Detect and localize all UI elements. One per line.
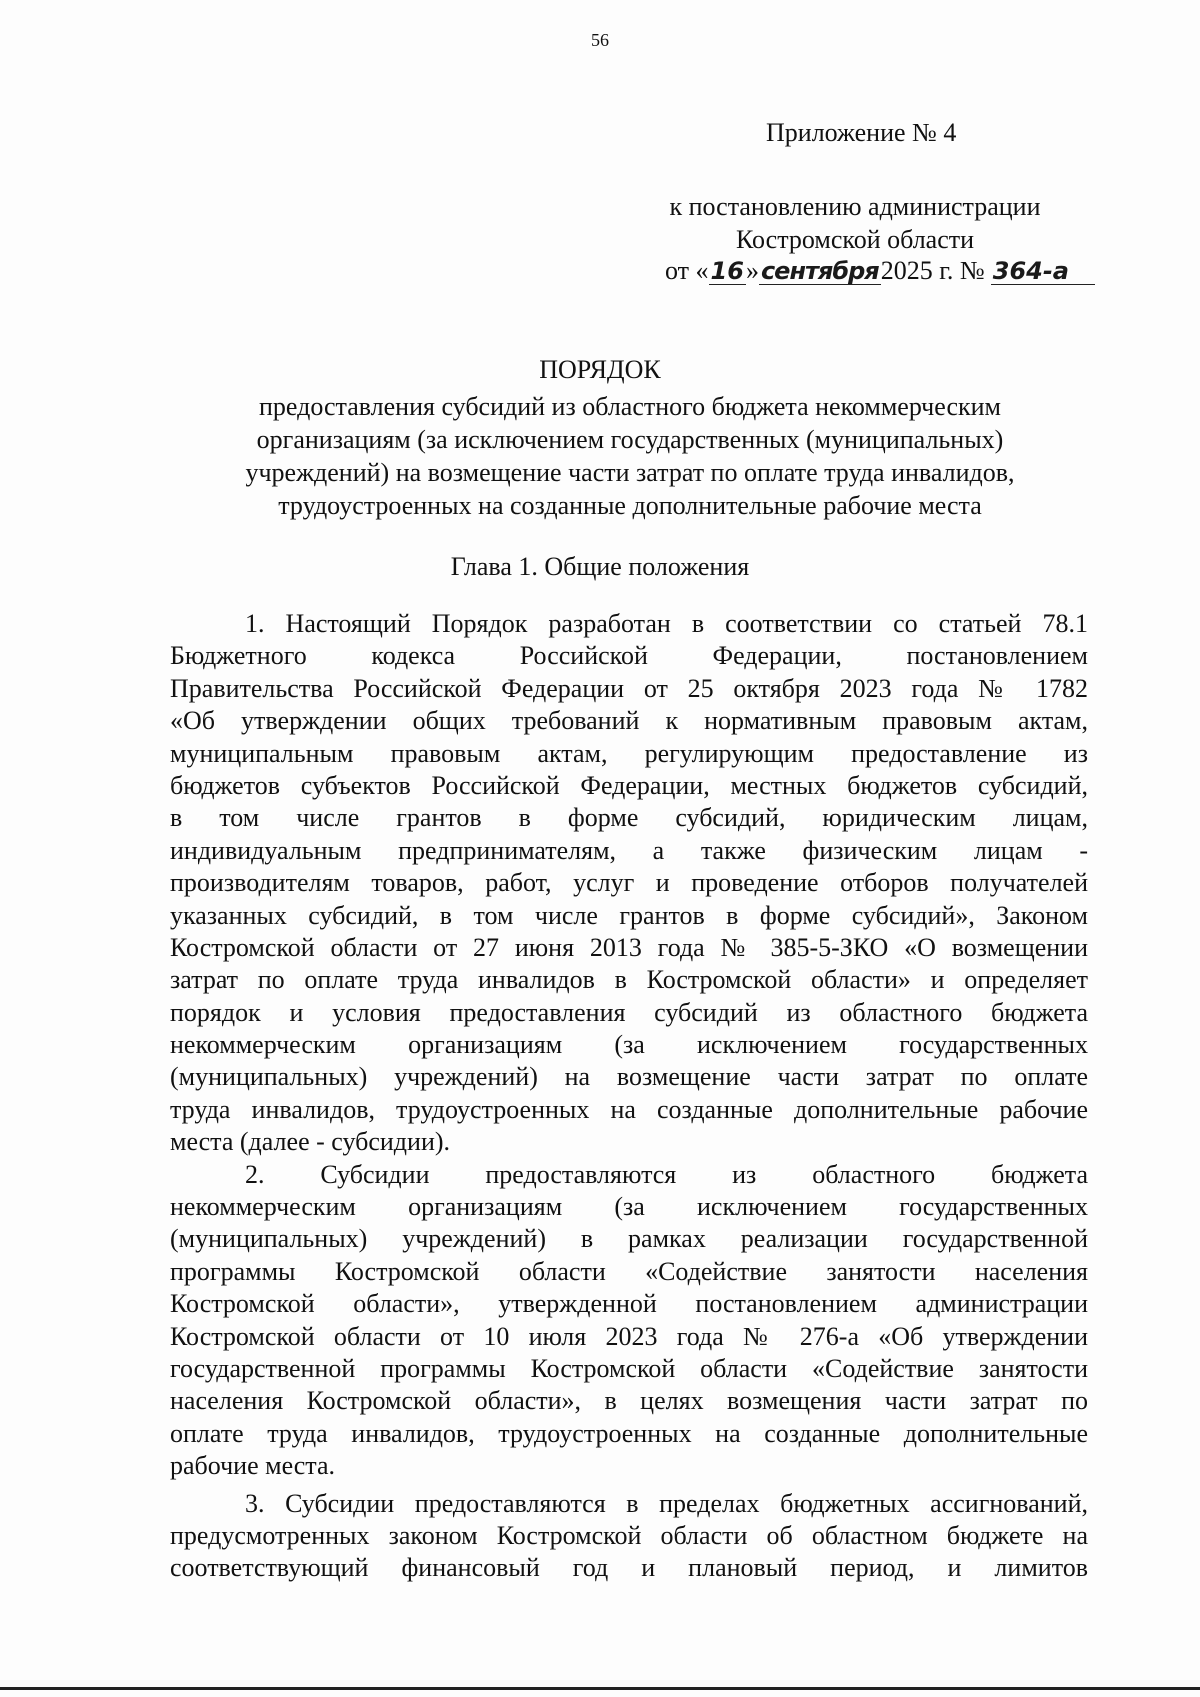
body-line: соответствующий финансовый год и плановый период, и лимитов [170, 1553, 1088, 1583]
subtitle-line: учреждений) на возмещение части затрат по оплате труда инвалидов, [245, 458, 1015, 487]
body-line: некоммерческим организациям (за исключением государственных [170, 1030, 1088, 1060]
body-line: Костромской области от 10 июля 2023 года № 276-а «Об утверждении [170, 1321, 1088, 1351]
appendix-reference [620, 190, 1090, 256]
body-line: 3. Субсидии предоставляются в пределах бюджетных ассигнований, [245, 1488, 1088, 1518]
document-subtitle [170, 390, 1090, 522]
appendix-line-2: Костромской области [735, 225, 975, 254]
decree-quote-close: » [745, 256, 759, 285]
body-line: 2. Субсидии предоставляются из областного бюджета [245, 1159, 1088, 1189]
body-line: Правительства Российской Федерации от 25 октября 2023 года № 1782 [170, 673, 1088, 703]
body-line: (муниципальных) учреждений) на возмещение части затрат по оплате [170, 1062, 1088, 1092]
body-line: рабочие места. [170, 1451, 336, 1481]
appendix-line-1: к постановлению администрации [669, 192, 1041, 221]
body-line: Костромской области от 27 июня 2013 года № 385-5-ЗКО «О возмещении [170, 932, 1088, 962]
appendix-title: Приложение № 4 [766, 118, 957, 147]
body-line: Костромской области», утвержденной постановлением администрации [170, 1289, 1088, 1319]
body-line: государственной программы Костромской области «Содействие занятости [170, 1353, 1088, 1383]
body-line: программы Костромской области «Содействие занятости населения [170, 1256, 1088, 1286]
body-line: Бюджетного кодекса Российской Федерации, постановлением [170, 641, 1088, 671]
body-line: порядок и условия предоставления субсидий из областного бюджета [170, 997, 1088, 1027]
decree-date-number [665, 256, 1095, 286]
body-line: бюджетов субъектов Российской Федерации, местных бюджетов субсидий, [170, 770, 1088, 800]
body-line: предусмотренных законом Костромской области об областном бюджете на [170, 1520, 1088, 1550]
body-line: 1. Настоящий Порядок разработан в соответствии со статьей 78.1 [245, 609, 1088, 638]
document-title: ПОРЯДОК [539, 355, 661, 384]
body-line: указанных субсидий, в том числе грантов в форме субсидий», Законом [170, 900, 1088, 930]
handwritten-day: 16 [710, 257, 744, 285]
body-line: (муниципальных) учреждений) в рамках реализации государственной [170, 1224, 1088, 1254]
decree-year: 2025 г. № [880, 256, 985, 285]
body-line: затрат по оплате труда инвалидов в Костромской области» и определяет [170, 965, 1088, 995]
handwritten-decree-number: 364-а [991, 258, 1095, 285]
body-line: индивидуальным предпринимателям, а также физическим лицам - [170, 835, 1088, 865]
subtitle-line: трудоустроенных на созданные дополнительные рабочие места [278, 491, 982, 520]
body-line: «Об утверждении общих требований к нормативным правовым актам, [170, 706, 1088, 736]
body-line: производителям товаров, работ, услуг и проведение отборов получателей [170, 868, 1088, 898]
body-line: места (далее - субсидии). [170, 1127, 451, 1157]
page-bottom-rule [0, 1687, 1200, 1690]
body-line: некоммерческим организациям (за исключением государственных [170, 1192, 1088, 1222]
body-line: муниципальным правовым актам, регулирующим предоставление из [170, 738, 1088, 768]
body-text [170, 608, 1088, 1585]
body-line: труда инвалидов, трудоустроенных на созданные дополнительные рабочие [170, 1094, 1088, 1124]
subtitle-line: организациям (за исключением государственных (муниципальных) [256, 425, 1004, 454]
page-number: 56 [591, 30, 609, 50]
handwritten-month: сентября [760, 257, 879, 285]
decree-prefix: от « [665, 256, 709, 285]
body-line: оплате труда инвалидов, трудоустроенных на созданные дополнительные [170, 1418, 1088, 1448]
subtitle-line: предоставления субсидий из областного бюджета некоммерческим [258, 392, 1001, 421]
body-line: населения Костромской области», в целях возмещения части затрат по [170, 1386, 1088, 1416]
chapter-title: Глава 1. Общие положения [450, 552, 750, 581]
body-line: в том числе грантов в форме субсидий, юридическим лицам, [170, 803, 1088, 833]
